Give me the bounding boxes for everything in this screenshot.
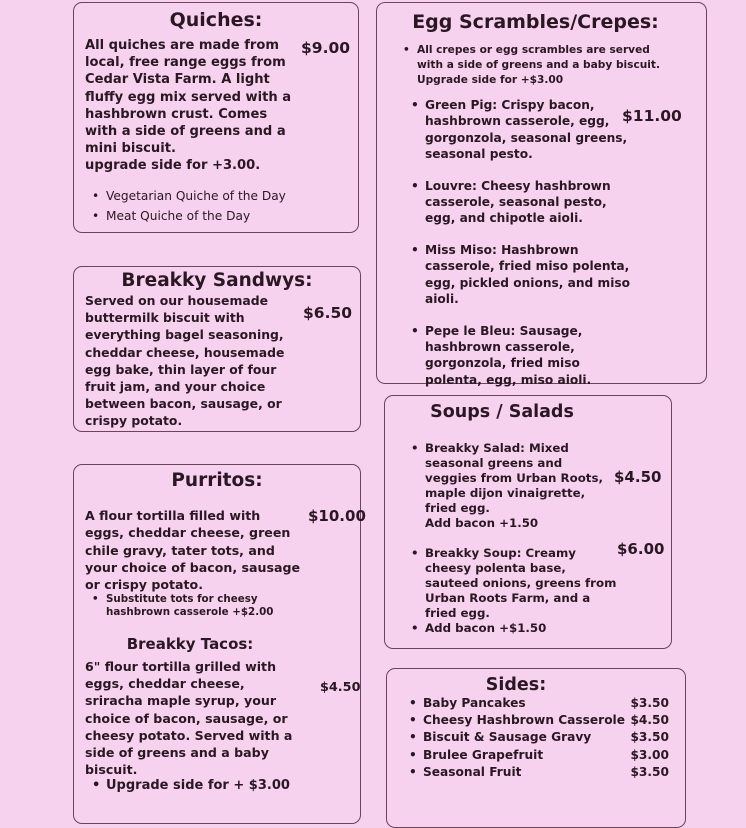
list-item: • Louvre: Cheesy hashbrown casserole, seasonal pesto, egg, and chipotle aioli. [407,178,637,227]
side-name: • Baby Pancakes [423,696,526,710]
egg-scrambles-items [407,97,637,403]
egg-scrambles-note [399,43,669,88]
soups-salads-items [407,441,617,651]
sandwys-section [73,266,361,432]
list-item [405,747,677,764]
list-item [405,712,677,729]
section-title: Soups / Salads [430,402,574,422]
sandwys-price: $6.50 [303,304,353,322]
list-item: • Upgrade side for + $3.00 [88,778,290,793]
section-title: Breakky Sandwys: [121,270,313,291]
tacos-title: Breakky Tacos: [126,635,254,653]
side-price: $3.50 [630,696,669,710]
sides-section [386,668,686,828]
side-name: • Cheesy Hashbrown Casserole [423,713,626,728]
list-item: • All crepes or egg scrambles are served with a side of greens and a baby biscuit. Upgrade side for +$3.00 [399,43,669,88]
quiches-description [85,37,295,175]
soups-salads-section [384,395,672,649]
tacos-description: 6" flour tortilla grilled with eggs, cheddar cheese, sriracha maple syrup, your choice of bacon, sausage, or cheesy potato. Served with a side of greens and a baby biscuit. [85,659,293,778]
side-price: $3.00 [630,747,669,762]
sides-items [405,695,677,781]
egg-scrambles-section [376,2,707,387]
sandwys-description: Served on our housemade buttermilk biscuit with everything bagel seasoning, cheddar cheese, housemade egg bake, thin layer of four fruit jam, and your choice between bacon, sausage, or crispy potato. [85,293,285,429]
list-item: • Green Pig: Crispy bacon, hashbrown casserole, egg, gorgonzola, seasonal greens, seasonal pesto. [407,97,637,162]
list-item: • Vegetarian Quiche of the Day [88,186,286,206]
salad-price: $4.50 [614,468,662,486]
section-title: Egg Scrambles/Crepes: [412,11,659,33]
side-name: • Seasonal Fruit [423,764,522,779]
list-item: • Add bacon +$1.50 [407,621,617,636]
side-price: $3.50 [630,730,669,745]
quiche-options [88,186,286,226]
description-text: All quiches are made from local, free range eggs from Cedar Vista Farm. A light fluffy egg mix served with a hashbrown crust. Comes with a side of greens and a mini biscuit. [85,38,292,157]
purritos-price: $10.00 [308,507,366,525]
purritos-description: A flour tortilla filled with eggs, cheddar cheese, green chile gravy, tater tots, and your choice of bacon, sausage or crispy potato. [85,508,301,593]
list-item: • Breakky Soup: Creamy cheesy polenta base, sauteed onions, greens from Urban Roots Farm, and a fried egg. [407,546,617,621]
tacos-price: $4.50 [320,680,361,695]
side-price: $3.50 [630,764,669,779]
quiches-section [73,2,359,233]
side-price: $4.50 [630,713,669,728]
purritos-substitute [88,593,288,620]
list-item: • Meat Quiche of the Day [88,206,286,226]
soup-price: $6.00 [617,540,665,558]
addon-note: Add bacon +1.50 [425,516,539,530]
purritos-section [73,464,366,824]
list-item [405,764,677,781]
list-item: • Pepe le Bleu: Sausage, hashbrown casserole, gorgonzola, fried miso polenta, egg, miso aioli. [407,323,637,388]
egg-scrambles-price: $11.00 [622,107,682,125]
section-title: Purritos: [171,470,263,491]
list-item: • Miss Miso: Hashbrown casserole, fried miso polenta, egg, pickled onions, and miso aioli. [407,242,637,307]
side-name: • Biscuit & Sausage Gravy [423,730,592,745]
list-item: • Breakky Salad: Mixed seasonal greens and veggies from Urban Roots, maple dijon vinaigrette, fried egg. [407,441,617,516]
list-item [405,729,677,746]
side-name: • Brulee Grapefruit [423,747,544,762]
upgrade-note: upgrade side for +3.00. [85,158,261,174]
tacos-upgrade [88,778,290,793]
quiches-price: $9.00 [301,39,351,57]
list-item [405,695,677,712]
list-item: • Substitute tots for cheesy hashbrown casserole +$2.00 [88,593,288,620]
section-title: Quiches: [169,9,263,31]
section-title: Sides: [485,675,547,695]
